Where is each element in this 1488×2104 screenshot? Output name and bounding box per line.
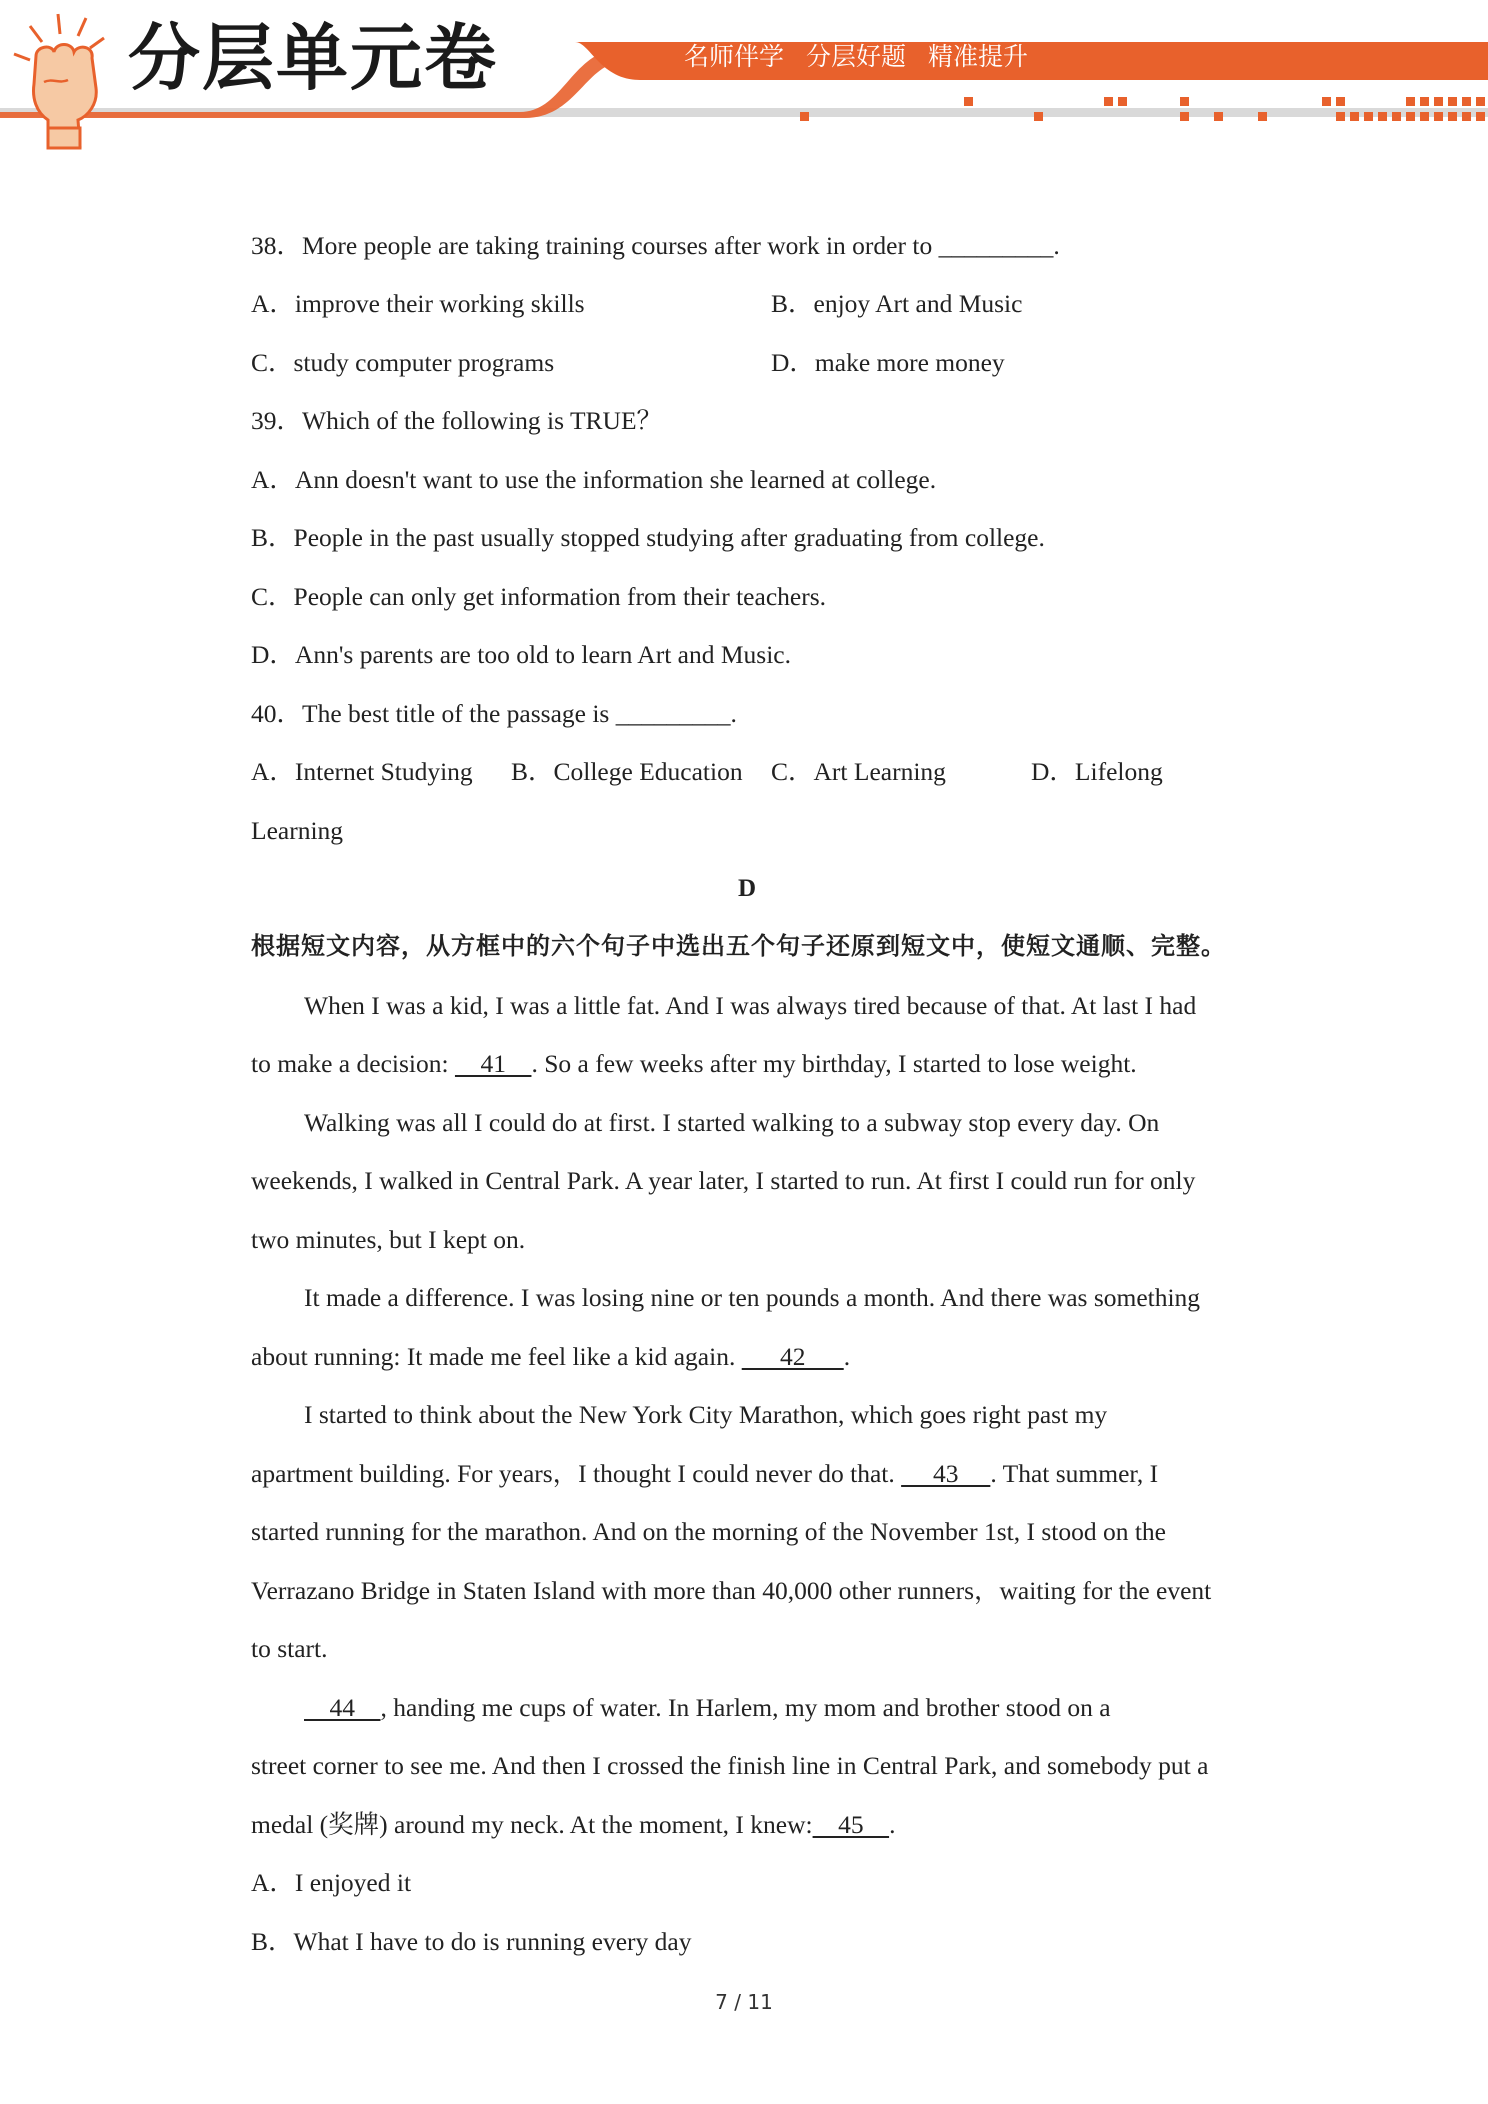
- passage-line: Verrazano Bridge in Staten Island with more than 40,000 other runners，waiting for the event: [251, 1576, 1212, 1605]
- q39-option-c: C．People can only get information from their teachers.: [251, 582, 826, 611]
- header-tagline: [684, 44, 1050, 69]
- tagline-item: 精准提升: [928, 42, 1029, 71]
- page-header: [0, 0, 1488, 150]
- passage-line: [251, 1051, 1137, 1077]
- passage-line: two minutes, but I kept on.: [251, 1225, 526, 1254]
- passage-line: started running for the marathon. And on the morning of the November 1st, I stood on the: [251, 1517, 1166, 1546]
- q39-option-d: D．Ann's parents are too old to learn Art and Music.: [251, 640, 791, 669]
- passage-text: .: [889, 1810, 896, 1839]
- q40-option-a: A．Internet Studying: [251, 757, 473, 786]
- passage-line: street corner to see me. And then I crossed the finish line in Central Park, and somebody put a: [251, 1751, 1209, 1780]
- passage-text: , handing me cups of water. In Harlem, my mom and brother stood on a: [380, 1693, 1111, 1722]
- page-number: 7 / 11: [715, 1990, 773, 2014]
- sentence-option-a: A．I enjoyed it: [251, 1868, 412, 1897]
- passage-text: . That summer, I: [990, 1459, 1159, 1488]
- q39-option-b: B．People in the past usually stopped studying after graduating from college.: [251, 523, 1045, 552]
- passage-line: It made a difference. I was losing nine or ten pounds a month. And there was something: [304, 1283, 1201, 1312]
- question-38-stem: 38．More people are taking training courses after work in order to _________.: [251, 231, 1060, 260]
- q38-option-d: D．make more money: [771, 348, 1005, 377]
- passage-line: [251, 1461, 1158, 1487]
- passage-line: I started to think about the New York City Marathon, which goes right past my: [304, 1400, 1108, 1429]
- sentence-option-b: B．What I have to do is running every day: [251, 1927, 692, 1956]
- q38-option-a: A．improve their working skills: [251, 289, 585, 318]
- passage-line: Walking was all I could do at first. I started walking to a subway stop every day. On: [304, 1108, 1160, 1137]
- blank-41: 41: [454, 1049, 532, 1078]
- blank-45: 45: [812, 1810, 890, 1839]
- blank-43: 43: [901, 1459, 991, 1488]
- q40-option-c: C．Art Learning: [771, 757, 946, 786]
- tagline-item: 名师伴学: [684, 42, 785, 71]
- passage-text: about running: It made me feel like a kid again.: [251, 1342, 742, 1371]
- q40-option-d: D．Lifelong: [1031, 757, 1163, 786]
- passage-line: weekends, I walked in Central Park. A year later, I started to run. At first I could run for only: [251, 1166, 1196, 1195]
- passage-text: .: [843, 1342, 851, 1371]
- blank-44: 44: [304, 1693, 381, 1722]
- passage-line: [304, 1695, 1111, 1721]
- passage-text: apartment building. For years，I thought I could never do that.: [251, 1459, 902, 1488]
- q38-option-c: C．study computer programs: [251, 348, 555, 377]
- brand-title: 分层单元卷: [128, 16, 499, 100]
- fist-icon: [8, 8, 118, 153]
- passage-text: to make a decision:: [251, 1049, 455, 1078]
- question-40-stem: 40．The best title of the passage is _________.: [251, 699, 737, 728]
- blank-42: 42: [741, 1342, 844, 1371]
- passage-line: [251, 1344, 850, 1370]
- passage-text: . So a few weeks after my birthday, I started to lose weight.: [531, 1049, 1137, 1078]
- q40-option-d-continued: Learning: [251, 816, 344, 845]
- section-instruction: 根据短文内容，从方框中的六个句子中选出五个句子还原到短文中，使短文通顺、完整。: [251, 932, 1226, 960]
- q40-option-b: B．College Education: [511, 757, 743, 786]
- passage-text: medal (奖牌) around my neck. At the moment, I knew:: [251, 1810, 813, 1839]
- q38-option-b: B．enjoy Art and Music: [771, 289, 1023, 318]
- section-letter: D: [738, 875, 757, 902]
- passage-line: When I was a kid, I was a little fat. And I was always tired because of that. At last I had: [304, 991, 1197, 1020]
- q39-option-a: A．Ann doesn't want to use the information she learned at college.: [251, 465, 937, 494]
- passage-line: [251, 1812, 895, 1838]
- passage-line: to start.: [251, 1634, 328, 1663]
- question-39-stem: 39．Which of the following is TRUE？: [251, 406, 663, 435]
- tagline-item: 分层好题: [806, 42, 907, 71]
